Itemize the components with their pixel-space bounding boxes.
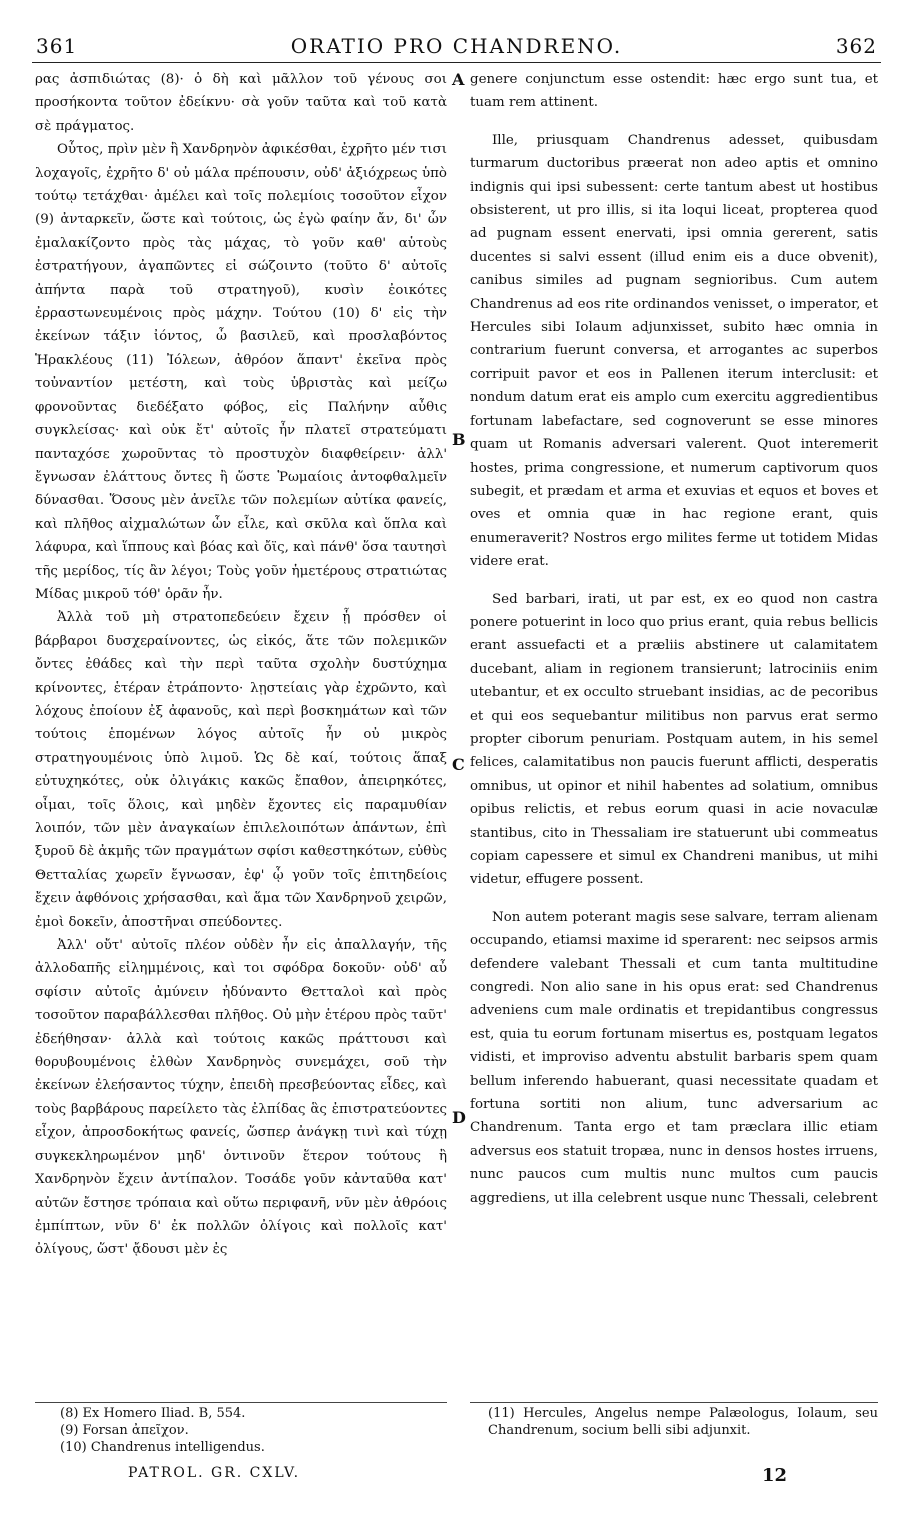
greek-paragraph: Ἀλλ' οὔτ' αὐτοῖς πλέον οὐδὲν ἦν εἰς ἀπαλλαγήν, τῆς ἀλλοδαπῆς εἰλημμένοις, καὶ τοι σφόδρα δοκοῦν· οὐδ' αὖ σφίσιν αὐτοῖς ἀμύνειν ἠδύναντο Θετταλοὶ καὶ πρὸς τοσοῦτον παραβάλλεσθαι πλῆθος. Οὐ μὴν ἑτέρου πρὸς ταῦτ' ἐδεήθησαν· ἀλλὰ καὶ τούτοις κακῶς πράττουσι καὶ θορυβουμένοις ἐλθὼν Χανδρηνὸς συνεμάχει, σοῦ τὴν ἐκείνων ἐλεήσαντος τύχην, ἐπειδὴ πρεσβεύοντας εἶδες, καὶ τοὺς βαρβάρους παρείλετο τὰς ἐλπίδας ἃς ἐπιστρατεύοντες εἶχον, ἀπροσδοκήτως φανείς, ὥσπερ ἀνάγκῃ τινὶ καὶ τύχῃ συγκεκληρωμένον μηδ' ὁντινοῦν ἕτερον τούτους ἢ Χανδρηνὸν ἔχειν ἀντίπαλον. Τοσάδε γοῦν κἀνταῦθα κατ' αὐτῶν ἔστησε τρόπαια καὶ οὕτω περιφανῆ, νῦν μὲν ἀθρόοις ἐμπίπτων, νῦν δ' ἐκ πολλῶν ὀλίγοις καὶ πολλοῖς κατ' ὀλίγους, ὥστ' ᾄδουσι μὲν ἐς: [35, 938, 447, 1258]
running-title: ORATIO PRO CHANDRENO.: [290, 34, 623, 58]
greek-paragraph: Ἀλλὰ τοῦ μὴ στρατοπεδεύειν ἔχειν ᾗ πρόσθεν οἱ βάρβαροι δυσχεραίνοντες, ὡς εἰκός, ἅτε τῶν πολεμικῶν ὄντες ἐθάδες καὶ τὴν περὶ ταῦτα σχολὴν δυστύχημα κρίνοντες, ἑτέραν ἐτράποντο· λῃστείαις γὰρ ἐχρῶντο, καὶ λόχους ἐποίουν ἐξ ἀφανοῦς, καὶ περὶ βοσκημάτων καὶ τῶν τούτοις ἑπομένων λόγος αὐτοῖς ἦν οὐ μικρὸς στρατηγουμένοις ὑπὸ λιμοῦ. Ὡς δὲ καί, τούτοις ἅπαξ εὐτυχηκότες, οὐκ ὀλιγάκις κακῶς ἔπαθον, ἀπειρηκότες, οἶμαι, τοῖς ὅλοις, καὶ μηδὲν ἔχοντες εἰς παραμυθίαν λοιπόν, τῶν μὲν ἀναγκαίων ἐπιλελοιπότων ἁπάντων, ἐπὶ ξυροῦ δὲ ἀκμῆς τῶν πραγμάτων σφίσι καθεστηκότων, εὐθὺς Θετταλίας χωρεῖν ἔγνωσαν, ἐφ' ᾧ γοῦν τοῖς ἐπιτηδείοις ἔχειν ἀφθόνοις χρήσασθαι, καὶ ἅμα τῶν Χανδρηνοῦ χειρῶν, ἐμοὶ δοκεῖν, ἀποστῆναι σπεύδοντες.: [35, 610, 447, 930]
footnotes-left: [60, 1405, 445, 1456]
page-number-left: 361: [36, 34, 78, 58]
footnote-rule-left: [35, 1402, 447, 1403]
latin-paragraph: Non autem poterant magis sese salvare, terram alienam occupando, etiamsi maxime id sperarent: nec seipsos armis defendere valebant Thessali et cum tanta multitudine congredi. Non alio sane in his opus erat: sed Chandrenus adveniens cum male ordinatis et trepidantibus congressus est, quia tu eorum fortunam misertus es, postquam legatos vidisti, et improviso adventu abstulit barbaris spem quam bellum inferendo habuerant, quasi necessitate quadam et fortuna sortiti non alium, tunc adversarium ac Chandrenum. Tanta ergo et tam præclara illic etiam adversus eos statuit tropæa, nunc in densos hostes irruens, nunc paucos cum multis nunc multos cum paucis aggrediens, ut illa celebrent usque nunc Thessali, celebrent: [470, 909, 878, 1206]
signature-number: 12: [762, 1465, 788, 1486]
section-marker-a: A: [452, 70, 465, 89]
running-head: [32, 34, 881, 63]
footnotes-right: [488, 1405, 878, 1439]
footnote-rule-right: [470, 1402, 878, 1403]
greek-column: [35, 68, 447, 1403]
footnote-8: (8) Ex Homero Iliad. B, 554.: [60, 1406, 246, 1421]
latin-paragraph: genere conjunctum esse ostendit: hæc ergo sunt tua, et tuam rem attinent.: [470, 72, 878, 111]
section-marker-c: C: [452, 755, 465, 774]
section-marker-d: D: [452, 1108, 466, 1127]
greek-paragraph: ρας ἀσπιδιώτας (8)· ὁ δὴ καὶ μᾶλλον τοῦ γένους σοι προσήκοντα τοῦτον ἐδείκνυ· σὰ γοῦν ταῦτα καὶ τοῦ κατὰ σὲ πράγματος.: [35, 72, 447, 134]
footnote-11: (11) Hercules, Angelus nempe Palæologus, Iolaum, seu Chandrenum, socium belli sibi adjunxit.: [488, 1406, 878, 1438]
latin-column: [470, 68, 878, 1403]
latin-paragraph: Sed barbari, irati, ut par est, ex eo quod non castra ponere potuerint in loco quo prius erant, quia rebus bellicis erant assuefacti et a præliis abstinere ut calamitatem ducebant, aliam in regionem transierunt; latrociniis enim utebantur, et ex occulto struebant insidias, ac de pecoribus et qui eos sequebantur militibus non parvus erat sermo propter ciborum penuriam. Postquam autem, in his semel felices, calamitatibus non paucis fuerunt afflicti, desperatis omnibus, ut opinor et nihil habentes ad solatium, omnibus opibus relictis, et rebus eorum quasi in acie novaculæ stantibus, cito in Thessaliam ire statuerunt ubi commeatus copiam capessere et simul ex Chandreni manibus, ut mihi videtur, effugere possent.: [470, 591, 878, 888]
section-marker-b: B: [452, 430, 466, 449]
printer-signature: PATROL. GR. CXLV.: [128, 1465, 301, 1481]
greek-paragraph: Οὗτος, πρὶν μὲν ἢ Χανδρηνὸν ἀφικέσθαι, ἐχρῆτο μέν τισι λοχαγοῖς, ἐχρῆτο δ' οὐ μάλα πρέπουσιν, οὐδ' ἀξιόχρεως ὑπὸ τούτῳ τετάχθαι· ἀμέλει καὶ τοῖς πολεμίοις τοσοῦτον εἶχον (9) ἀνταρκεῖν, ὥστε καὶ τούτοις, ὡς ἐγὼ φαίην ἄν, δι' ὧν ἐμαλακίζοντο πρὸς τὰς μάχας, τὸ γοῦν καθ' αὑτοὺς ἐστρατήγουν, ἀγαπῶντες εἰ σώζοιντο (τοῦτο δ' αὐτοῖς ἀπήντα παρὰ τοῦ στρατηγοῦ), κυσὶν ἐοικότες ἐρραστωνευμένοις πρὸς μάχην. Τούτου (10) δ' εἰς τὴν ἐκείνων τάξιν ἰόντος, ὦ βασιλεῦ, καὶ προσλαβόντος Ἡρακλέους (11) Ἰόλεων, ἀθρόον ἅπαντ' ἐκεῖνα πρὸς τοὐναντίον μετέστη, καὶ τοὺς ὑβριστὰς καὶ μείζω φρονοῦντας διεδέξατο φόβος, εἰς Παλήνην αὖθις συγκλείσας· καὶ οὐκ ἔτ' αὐτοῖς ἦν πλατεῖ στρατεύματι πανταχόσε χωροῦντας τὸ προστυχὸν διαφθείρειν· ἀλλ' ἔγνωσαν ἐλάττους ὄντες ἢ ὥστε Ῥωμαίοις ἀντοφθαλμεῖν δύνασθαι. Ὅσους μὲν ἀνεῖλε τῶν πολεμίων αὐτίκα φανείς, καὶ πλῆθος αἰχμαλώτων ὧν εἷλε, καὶ σκῦλα καὶ ὅπλα καὶ λάφυρα, καὶ ἵππους καὶ βόας καὶ ὄϊς, καὶ πάνθ' ὅσα ταυτησὶ τῆς μερίδος, τίς ἂν λέγοι; Τοὺς γοῦν ἡμετέρους στρατιώτας Μίδας μικροῦ τόθ' ὁρᾶν ἦν.: [35, 142, 447, 602]
latin-paragraph: Ille, priusquam Chandrenus adesset, quibusdam turmarum ductoribus præerat non adeo aptis et omnino indignis qui ipsi subessent: certe tantum abest ut hostibus obsisterent, ut pro illis, si ita loqui liceat, propterea quod ad pugnam essent enervati, ipsi omnia gererent, satis ducentes si salvi essent (illud enim eis a duce obvenit), canibus similes ad pugnam segnioribus. Cum autem Chandrenus ad eos rite ordinandos venisset, o imperator, et Hercules sibi Iolaum adjunxisset, subito hæc omnia in contrarium fuerunt conversa, et arrogantes ac superbos corripuit pavor et eos in Pallenen iterum interclusit: et nondum datum erat eis amplo cum exercitu aggredientibus fortunam labefactare, sed cognoverunt se esse minores quam ut Romanis adversari valerent. Quot interemerit hostes, prima congressione, et numerum captivorum quos subegit, et prædam et arma et exuvias et equos et boves et oves et omnia quæ in hac regione erant, quis enumeraverit? Nostros ergo milites ferme ut totidem Midas videre erat.: [470, 132, 878, 570]
page-number-right: 362: [835, 34, 877, 58]
footnote-10: (10) Chandrenus intelligendus.: [60, 1440, 265, 1455]
footnote-9: (9) Forsan ἀπεῖχον.: [60, 1423, 189, 1438]
